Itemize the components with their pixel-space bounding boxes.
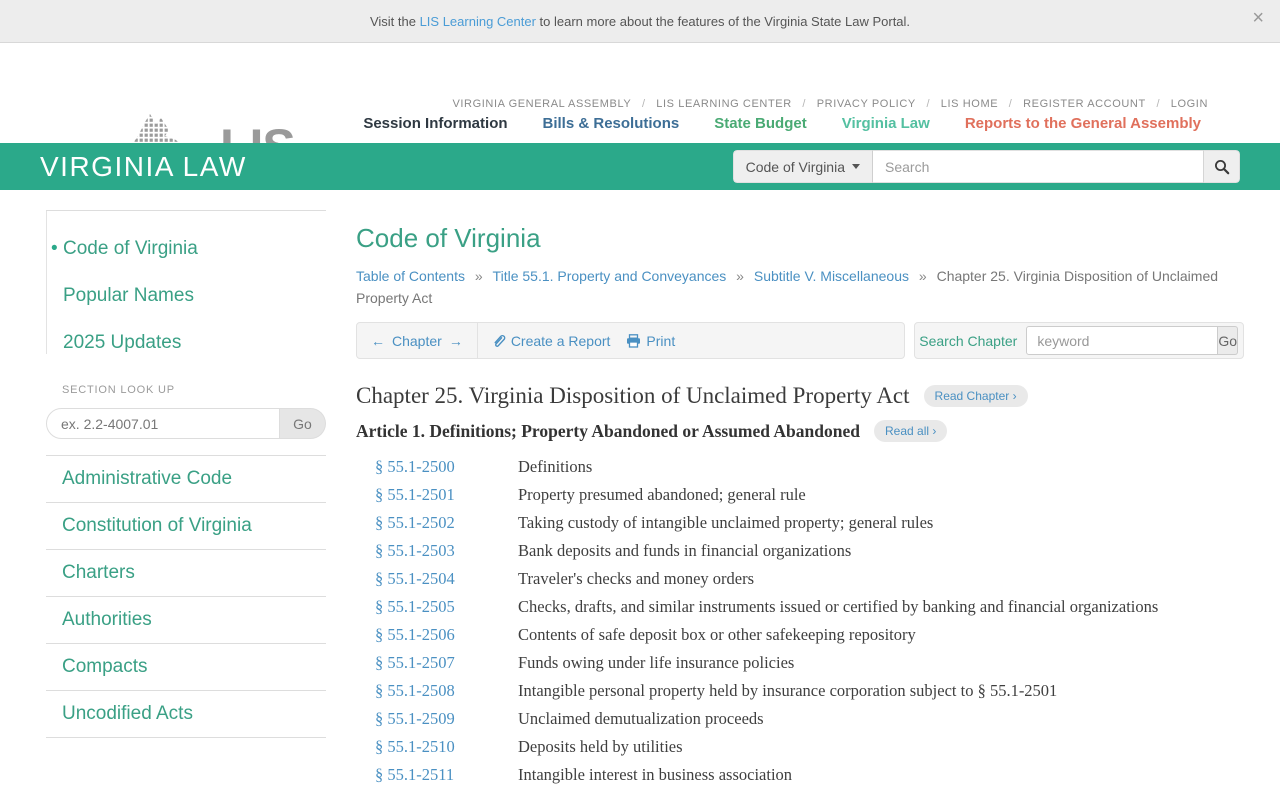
topnav-link-lis-learning-center[interactable]: LIS LEARNING CENTER [656, 98, 792, 110]
section-number-link[interactable]: § 55.1-2500 [375, 457, 455, 476]
banner-text-prefix: Visit the [369, 13, 420, 29]
breadcrumb-link-table-of-contents[interactable]: Table of Contents [356, 268, 465, 284]
section-row [356, 677, 1244, 705]
create-report-link[interactable] [492, 333, 611, 349]
section-number-link[interactable]: § 55.1-2505 [375, 597, 455, 616]
site-search-input[interactable] [873, 150, 1203, 183]
section-row [356, 649, 1244, 677]
search-chapter-go-button[interactable]: Go [1218, 326, 1238, 355]
section-lookup-go-button[interactable]: Go [280, 408, 326, 439]
breadcrumb-link-title-55-1-property-and-conveyances[interactable]: Title 55.1. Property and Conveyances [492, 268, 727, 284]
sidebar-item-code-of-virginia[interactable] [47, 238, 326, 260]
sidebar-item-constitution-of-virginia[interactable]: Constitution of Virginia [46, 503, 326, 550]
separator-slash: / [1005, 98, 1017, 110]
section-number-link[interactable]: § 55.1-2511 [375, 765, 455, 784]
read-all-badge[interactable]: Read all › [874, 420, 947, 442]
site-header [0, 43, 1280, 143]
mainnav-state-budget[interactable]: State Budget [714, 115, 807, 132]
section-row [356, 453, 1244, 481]
print-label: Print [646, 332, 676, 349]
separator-chevrons: » [915, 268, 931, 284]
section-title: Taking custody of intangible unclaimed property; general rules [518, 513, 934, 532]
section-title: Intangible personal property held by insurance corporation subject to § 55.1-2501 [518, 681, 1058, 700]
banner-text [370, 14, 910, 29]
chevron-down-icon [852, 164, 860, 169]
separator-chevrons: » [470, 268, 487, 284]
read-chapter-badge[interactable]: Read Chapter › [924, 385, 1028, 407]
section-row [356, 705, 1244, 733]
section-number-link[interactable]: § 55.1-2502 [375, 513, 455, 532]
topnav-link-virginia-general-assembly[interactable]: VIRGINIA GENERAL ASSEMBLY [452, 98, 632, 110]
chapter-pager-label[interactable]: Chapter [392, 332, 442, 349]
toolbar-row [356, 322, 1244, 359]
search-chapter-input[interactable] [1026, 326, 1218, 355]
breadcrumb-link-subtitle-v-miscellaneous[interactable]: Subtitle V. Miscellaneous [753, 268, 909, 284]
banner-text-suffix: to learn more about the features of the Virginia State Law Portal. [535, 13, 911, 29]
sidebar [46, 210, 326, 738]
article-title: Article 1. Definitions; Property Abandoned or Assumed Abandoned [356, 420, 860, 441]
learning-center-banner [0, 0, 1280, 43]
section-title: Intangible interest in business association [518, 765, 793, 784]
sidebar-primary-group [46, 211, 326, 354]
section-lookup-input[interactable] [46, 408, 280, 439]
sidebar-item-popular-names[interactable] [47, 285, 326, 307]
main-content [356, 223, 1244, 789]
create-report-label: Create a Report [510, 332, 611, 349]
chapter-heading-row [356, 383, 1244, 409]
breadcrumb [356, 265, 1244, 309]
separator-slash: / [798, 98, 810, 110]
section-number-link[interactable]: § 55.1-2506 [375, 625, 455, 644]
section-title: Bank deposits and funds in financial organizations [518, 541, 852, 560]
section-title: Property presumed abandoned; general rule [518, 485, 806, 504]
topnav-link-register-account[interactable]: REGISTER ACCOUNT [1023, 98, 1146, 110]
separator-slash: / [922, 98, 934, 110]
separator-chevrons: » [732, 268, 748, 284]
mainnav-bills-resolutions[interactable]: Bills & Resolutions [542, 115, 680, 132]
topnav-link-lis-home[interactable]: LIS HOME [940, 98, 999, 110]
topnav-link-privacy-policy[interactable]: PRIVACY POLICY [816, 98, 916, 110]
search-scope-dropdown[interactable] [733, 150, 873, 183]
section-title: Unclaimed demutualization proceeds [518, 709, 764, 728]
section-list [356, 453, 1244, 789]
mainnav-reports-to-the-general-assembly[interactable]: Reports to the General Assembly [964, 115, 1201, 132]
next-chapter-arrow[interactable]: → [448, 332, 463, 349]
section-title: Definitions [518, 457, 593, 476]
chapter-title: Chapter 25. Virginia Disposition of Unclaimed Property Act [356, 383, 910, 408]
printer-icon [626, 334, 641, 348]
sidebar-item-administrative-code[interactable]: Administrative Code [46, 456, 326, 503]
section-number-link[interactable]: § 55.1-2509 [375, 709, 455, 728]
chapter-pager [371, 333, 463, 349]
section-row [356, 733, 1244, 761]
sidebar-item-2025-updates[interactable] [47, 332, 326, 354]
lis-learning-center-link[interactable]: LIS Learning Center [419, 13, 536, 29]
sidebar-item-compacts[interactable]: Compacts [46, 644, 326, 691]
search-chapter-toolbar [914, 322, 1244, 359]
mainnav-session-information[interactable]: Session Information [363, 115, 508, 132]
mainnav-virginia-law[interactable]: Virginia Law [841, 115, 930, 132]
section-number-link[interactable]: § 55.1-2501 [375, 485, 455, 504]
sidebar-item-label: 2025 Updates [63, 332, 182, 353]
banner-close-icon[interactable]: × [1252, 7, 1264, 29]
chapter-toolbar [356, 322, 905, 359]
sidebar-secondary-group [46, 456, 326, 738]
virginia-law-title: VIRGINIA LAW [40, 150, 247, 182]
section-number-link[interactable]: § 55.1-2503 [375, 541, 455, 560]
sidebar-item-uncodified-acts[interactable]: Uncodified Acts [46, 691, 326, 738]
breadcrumb-current: Chapter 25. Virginia Disposition of Unclaimed Property Act [356, 268, 1219, 306]
section-row [356, 509, 1244, 537]
section-title: Traveler's checks and money orders [518, 569, 755, 588]
separator-slash: / [1152, 98, 1164, 110]
section-number-link[interactable]: § 55.1-2508 [375, 681, 455, 700]
search-button[interactable] [1203, 150, 1240, 183]
search-icon [1214, 159, 1230, 175]
section-title: Contents of safe deposit box or other safekeeping repository [518, 625, 916, 644]
section-row [356, 621, 1244, 649]
site-search-group [733, 150, 1240, 183]
page-title: Code of Virginia [356, 223, 541, 253]
active-bullet-icon: • [51, 238, 58, 259]
section-lookup-group [46, 408, 326, 439]
section-title: Deposits held by utilities [518, 737, 683, 756]
utility-nav [452, 98, 1208, 110]
virginia-law-bar [0, 143, 1280, 190]
section-number-link[interactable]: § 55.1-2507 [375, 653, 455, 672]
article-heading-row [356, 420, 1244, 442]
section-title: Funds owing under life insurance policies [518, 653, 795, 672]
sidebar-item-label: Code of Virginia [63, 238, 198, 259]
section-row [356, 481, 1244, 509]
separator-slash: / [638, 98, 650, 110]
prev-chapter-arrow[interactable]: ← [371, 332, 385, 349]
search-chapter-label: Search Chapter [919, 332, 1018, 349]
section-number-link[interactable]: § 55.1-2510 [375, 737, 455, 756]
paperclip-icon [492, 333, 506, 348]
section-row [356, 761, 1244, 789]
print-link[interactable] [626, 333, 675, 349]
sidebar-item-charters[interactable]: Charters [46, 550, 326, 597]
section-row [356, 593, 1244, 621]
sidebar-item-authorities[interactable]: Authorities [46, 597, 326, 644]
section-title: Checks, drafts, and similar instruments issued or certified by banking and financial organizations [518, 597, 1159, 616]
section-lookup-label: SECTION LOOK UP [62, 384, 175, 396]
sidebar-item-label: Popular Names [63, 285, 194, 306]
section-row [356, 565, 1244, 593]
section-row [356, 537, 1244, 565]
main-nav [363, 115, 1201, 132]
section-number-link[interactable]: § 55.1-2504 [375, 569, 455, 588]
topnav-link-login[interactable]: LOGIN [1170, 98, 1208, 110]
toolbar-separator [477, 322, 478, 359]
search-scope-value: Code of Virginia [745, 158, 845, 175]
